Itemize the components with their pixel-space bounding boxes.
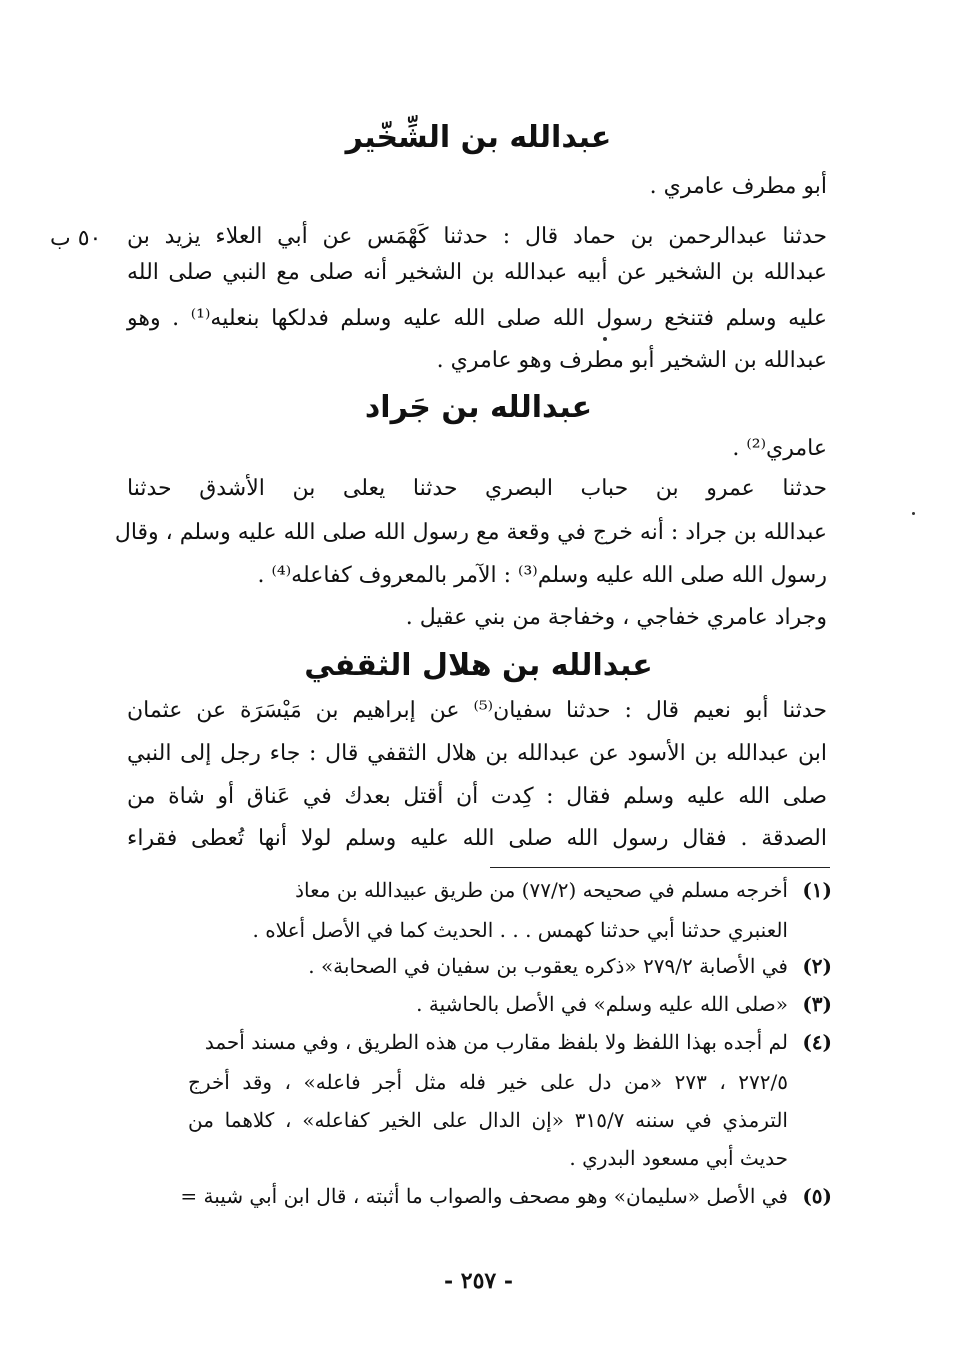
- footnote-text: في الأصابة ٢٧٩/٢ «ذكره يعقوب بن سفيان في الصحابة» .: [308, 954, 788, 978]
- text-line: حدثنا أبو نعيم قال : حدثنا سفيان⁽⁵⁾ عن إبراهيم بن مَيْسَرَة عن عثمان: [127, 698, 827, 723]
- text-line: ابن عبدالله بن الأسود عن عبدالله بن هلال الثقفي قال : جاء رجل إلى النبي: [127, 741, 827, 766]
- text-line: عبدالله بن الشخير عن أبيه عبدالله بن الشخير أنه صلى مع النبي صلى الله: [127, 260, 827, 285]
- heading-abdullah-ibn-hilal: عبدالله بن هلال الثقفي: [304, 648, 653, 683]
- footnote-text: ٢٧٢/٥ ، ٢٧٣ «من دل على خير فله مثل أجر فاعله» ، وقد أخرج: [188, 1070, 788, 1094]
- footnote-text: لم أجده بهذا اللفظ ولا بلفظ مقارب من هذه الطريق ، وفي مسند أحمد: [204, 1030, 788, 1054]
- text-line: حدثنا عمرو بن حباب البصري حدثنا يعلى بن الأشدق حدثنا: [127, 476, 827, 501]
- footnote-text: العنبري حدثنا أبي حدثنا كهمس . . . الحديث كما في الأصل أعلاه .: [252, 918, 788, 942]
- text-line: عامري⁽²⁾ .: [732, 436, 827, 461]
- footnote-text: أخرجه مسلم في صحيحه (٧٧/٢) من طريق عبيدالله بن معاذ: [295, 878, 788, 902]
- text-line: حدثنا عبدالرحمن بن حماد قال : حدثنا كَهْمَس عن أبي العلاء يزيد بن: [127, 224, 827, 249]
- footnote-number: (٤): [802, 1030, 832, 1054]
- text-line: عبدالله بن الشخير أبو مطرف وهو عامري .: [436, 348, 827, 373]
- footnote-2: [192, 956, 832, 976]
- footnote-text: «صلى الله عليه وسلم» في الأصل بالحاشية .: [416, 992, 788, 1016]
- footnote-3: [192, 994, 832, 1014]
- text-line: صلى الله عليه وسلم فقال : كِدت أن أقتل بعدك في عَناق أو شاة من: [127, 784, 827, 809]
- text-line: عبدالله بن جراد : أنه خرج في وقعة مع رسول الله صلى الله عليه وسلم ، وقال: [114, 520, 827, 545]
- footnote-4: [192, 1032, 832, 1052]
- heading-abdullah-ibn-shikhkhir: عبدالله بن الشِّخّير: [345, 120, 612, 155]
- ink-speck: [603, 337, 607, 341]
- text-line: عليه وسلم فتنخع رسول الله صلى الله عليه وسلم فدلكها بنعليه⁽¹⁾ . وهو: [127, 306, 827, 331]
- margin-folio-note: ٥٠ ب: [50, 226, 102, 251]
- footnote-number: (٣): [802, 992, 832, 1016]
- footnote-number: (٢): [802, 954, 832, 978]
- ink-speck: [912, 512, 915, 515]
- footnote-1: [192, 880, 832, 900]
- footnote-text: في الأصل «سليمان» وهو مصحف والصواب ما أثبته ، قال ابن أبي شيبة =: [180, 1184, 788, 1208]
- footnote-separator: [490, 867, 830, 868]
- footnote-number: (٥): [802, 1184, 832, 1208]
- footnote-text: حديث أبي مسعود البدري .: [569, 1146, 788, 1170]
- footnote-5: [180, 1184, 832, 1208]
- text-line: وجراد عامري خفاجي ، وخفاجة من بني عقيل .: [405, 605, 827, 630]
- footnote-text: الترمذي في سننه ٣١٥/٧ «إن الدال على الخير كفاعله» ، كلاهما من: [188, 1108, 788, 1132]
- heading-abdullah-ibn-jarad: عبدالله بن جَراد: [364, 390, 593, 425]
- text-line: أبو مطرف عامري .: [649, 174, 827, 199]
- footnote-number: (١): [802, 878, 832, 902]
- text-line: الصدقة . فقال رسول الله صلى الله عليه وسلم لولا أنها تُعطى فقراء: [127, 826, 827, 851]
- text-line: رسول الله صلى الله عليه وسلم⁽³⁾ : الآمر بالمعروف كفاعله⁽⁴⁾ .: [257, 563, 827, 588]
- page-number: - ٢٥٧ -: [443, 1268, 514, 1294]
